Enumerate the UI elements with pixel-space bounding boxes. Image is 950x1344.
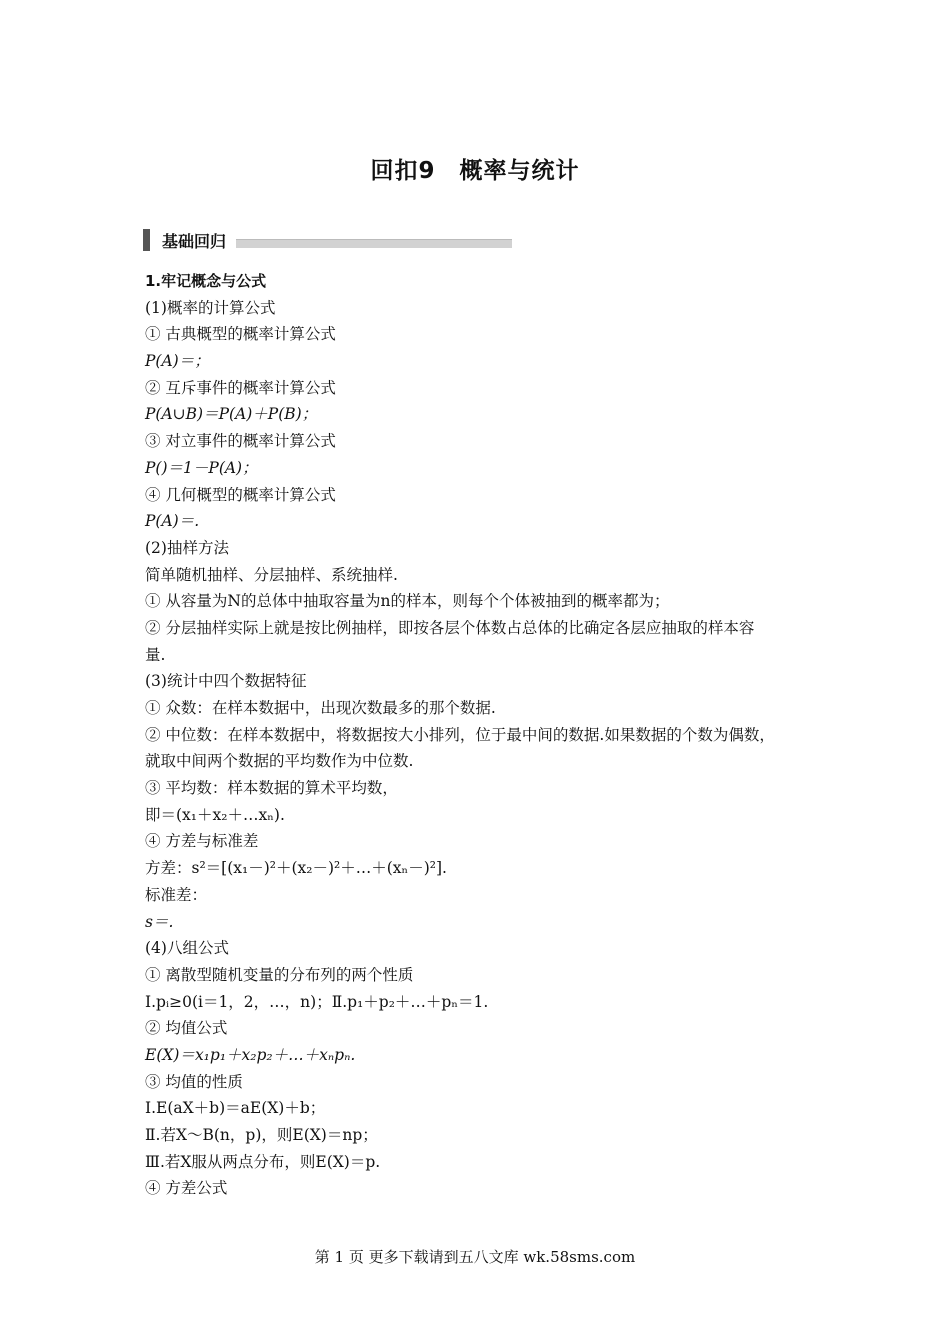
text-line: 量. [145,645,166,664]
text-line: (3)统计中四个数据特征 [145,672,307,691]
document-body [145,268,825,1202]
formula-line: E(X)＝x₁p₁＋x₂p₂＋…＋xₙpₙ. [145,1045,356,1064]
text-line: 1.牢记概念与公式 [145,272,267,290]
formula-line: Ⅱ.若X～B(n，p)，则E(X)＝np； [145,1126,378,1144]
formula-line: 即＝(x₁＋x₂＋…xₙ). [145,805,285,824]
text-line: ③ 平均数：样本数据的算术平均数， [145,779,398,798]
formula-line: P(A)＝； [145,352,210,371]
text-line: ① 众数：在样本数据中，出现次数最多的那个数据. [145,699,496,717]
section-marker-bar [143,229,150,251]
text-line: ① 从容量为N的总体中抽取容量为n的样本，则每个个体被抽到的概率都为； [145,592,670,611]
section-label: 基础回归 [162,231,227,251]
text-line: ④ 方差公式 [145,1179,228,1198]
formula-line: 方差：s²＝[(x₁－)²＋(x₂－)²＋…＋(xₙ－)²]. [145,859,447,878]
text-line: ① 离散型随机变量的分布列的两个性质 [145,965,414,984]
text-line: ④ 几何概型的概率计算公式 [145,485,336,504]
text-line: ② 均值公式 [145,1019,228,1038]
text-line: 就取中间两个数据的平均数作为中位数. [145,752,414,771]
formula-line: Ⅰ.E(aX＋b)＝aE(X)＋b； [145,1099,326,1118]
text-line: ① 古典概型的概率计算公式 [145,325,336,344]
text-line: ② 中位数：在样本数据中，将数据按大小排列，位于最中间的数据.如果数据的个数为偶数， [145,725,775,744]
text-line: 标准差： [145,885,208,904]
text-line: ④ 方差与标准差 [145,832,259,851]
formula-line: Ⅲ.若X服从两点分布，则E(X)＝p. [145,1152,381,1171]
text-line: (4)八组公式 [145,939,229,958]
page-footer: 第 1 页 更多下载请到五八文库 wk.58sms.com [314,1248,636,1266]
text-line: (1)概率的计算公式 [145,298,276,317]
text-line: ② 互斥事件的概率计算公式 [145,378,336,397]
text-line: ③ 对立事件的概率计算公式 [145,432,336,451]
text-line: 简单随机抽样、分层抽样、系统抽样. [145,565,398,584]
formula-line: Ⅰ.pᵢ≥0(i＝1，2，…，n)；Ⅱ.p₁＋p₂＋…＋pₙ＝1. [145,992,489,1011]
page-title: 回扣9 概率与统计 [370,158,580,184]
formula-line: P(A∪B)＝P(A)＋P(B)； [145,405,318,424]
text-line: (2)抽样方法 [145,538,229,557]
formula-line: P()＝1－P(A)； [145,458,258,477]
text-line: ③ 均值的性质 [145,1072,243,1091]
formula-line: P(A)＝. [145,512,200,531]
text-line: ② 分层抽样实际上就是按比例抽样，即按各层个体数占总体的比确定各层应抽取的样本容 [145,618,755,637]
formula-line: s＝. [145,912,174,931]
section-rule [236,239,512,248]
section-header [143,228,512,252]
